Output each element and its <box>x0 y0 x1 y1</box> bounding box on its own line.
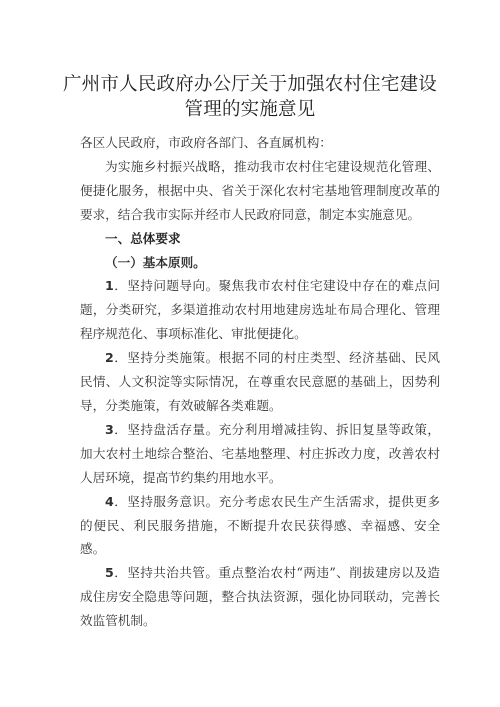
principle-number: 3 <box>105 421 114 437</box>
document-title-line1: 广州市人民政府办公厅关于加强农村住宅建设 <box>62 74 437 95</box>
document-title-line2: 管理的实施意见 <box>184 99 316 120</box>
principle-text: ．坚持盘活存量。充分利用增减挂钩、拆旧复垦等政策，加大农村土地综合整治、宅基地整理、村庄拆改力度，改善农村人居环境，提高节约集约用地水平。 <box>80 421 440 485</box>
principle-number: 4 <box>105 493 114 509</box>
document-body <box>80 131 440 633</box>
principle-paragraph <box>80 274 440 346</box>
principle-number: 5 <box>105 565 114 581</box>
section-heading-general-requirements: 一、总体要求 <box>105 230 181 246</box>
principle-paragraph <box>80 490 440 562</box>
principle-text: ．坚持问题导向。聚焦我市农村住宅建设中存在的难点问题，分类研究，多渠道推动农村用地建房选址布局合理化、管理程序规范化、事项标准化、审批便捷化。 <box>80 278 440 342</box>
principle-text: ．坚持服务意识。充分考虑农民生产生活需求，提供更多的便民、利民服务措施，不断提升农民获得感、幸福感、安全感。 <box>80 493 440 557</box>
subsection-heading-basic-principles: （一）基本原则。 <box>105 254 206 270</box>
principle-number: 2 <box>105 350 114 366</box>
principle-paragraph <box>80 346 440 418</box>
principle-text: ．坚持分类施策。根据不同的村庄类型、经济基础、民风民情、人文积淀等实际情况，在尊重农民意愿的基础上，因势利导，分类施策，有效破解各类难题。 <box>80 350 440 413</box>
principle-paragraph <box>80 561 440 633</box>
principle-text: ．坚持共治共管。重点整治农村“两违”、削拔建房以及造成住房安全隐患等问题，整合执法资源，强化协同联动，完善长效监管机制。 <box>80 565 440 629</box>
principle-paragraph <box>80 418 440 490</box>
intro-paragraph: 为实施乡村振兴战略，推动我市农村住宅建设规范化管理、便捷化服务，根据中央、省关于深化农村宅基地管理制度改革的要求，结合我市实际并经市人民政府同意，制定本实施意见。 <box>80 158 440 222</box>
principle-number: 1 <box>105 278 114 294</box>
salutation: 各区人民政府，市政府各部门、各直属机构： <box>80 135 332 150</box>
